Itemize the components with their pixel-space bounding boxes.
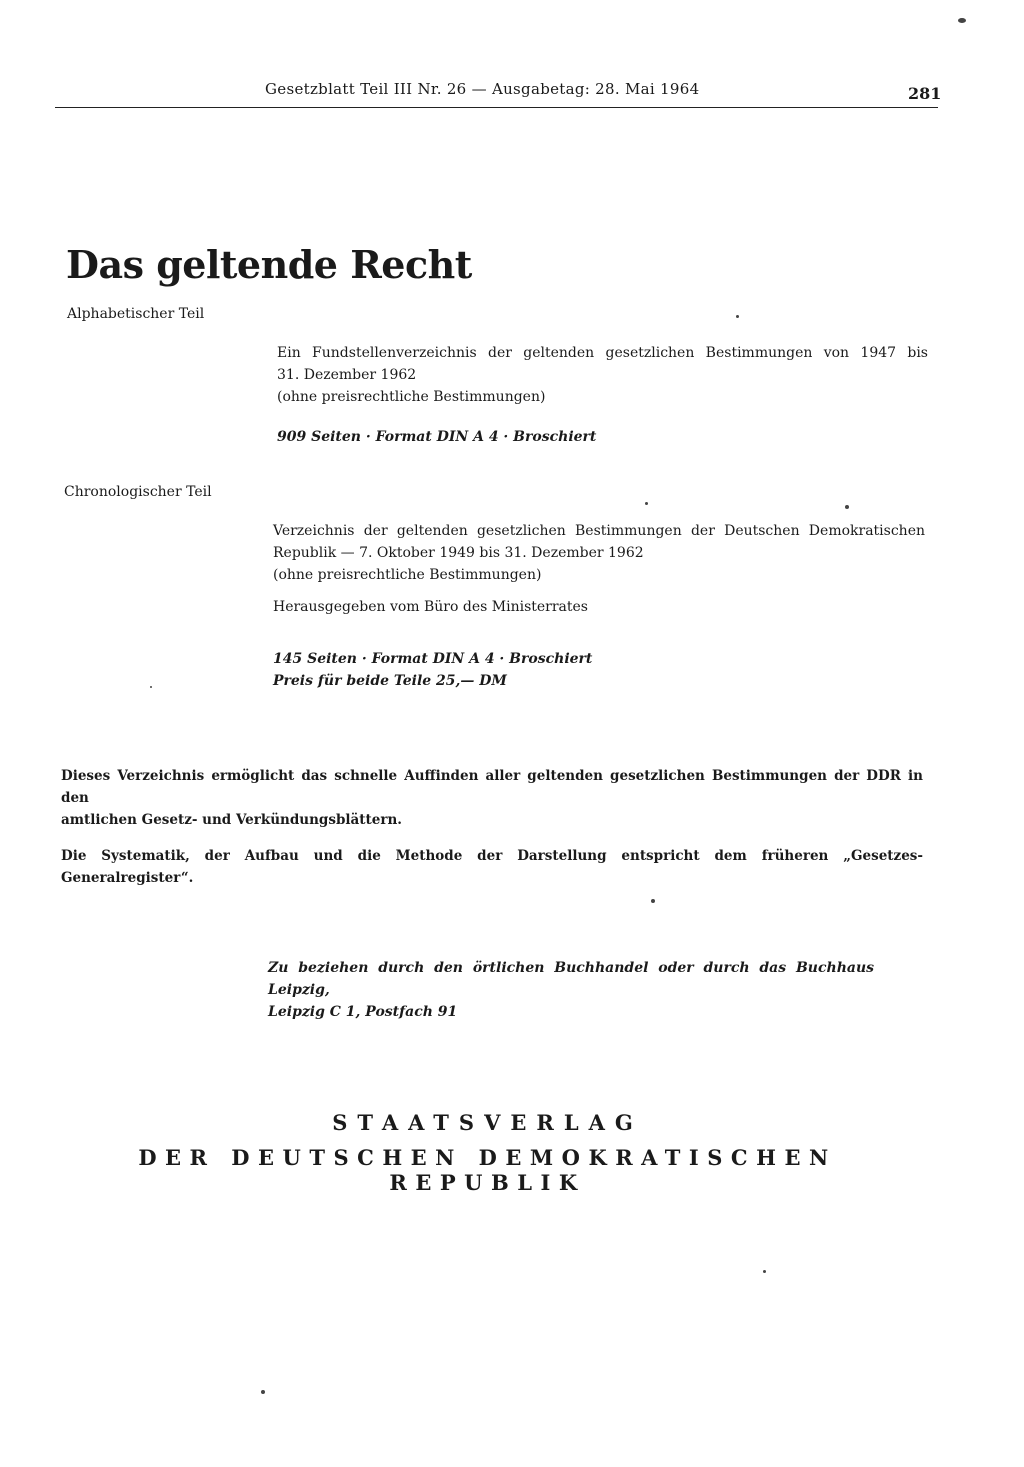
chronological-line-3: (ohne preisrechtliche Bestimmungen) xyxy=(273,567,542,583)
publisher-name-line-2: DER DEUTSCHEN DEMOKRATISCHEN REPUBLIK xyxy=(138,1145,837,1195)
page-title: Das geltende Recht xyxy=(66,242,472,287)
alphabetic-format: 909 Seiten · Format DIN A 4 · Broschiert xyxy=(277,429,597,445)
section-label-alphabetic: Alphabetischer Teil xyxy=(67,306,205,322)
chronological-line-1: Verzeichnis der geltenden gesetzlichen Bestimmungen der Deutschen Demokratischen xyxy=(273,523,925,539)
scan-speck xyxy=(736,315,739,318)
ordering-info xyxy=(268,957,874,1023)
description-line-3: Die Systematik, der Aufbau und die Methode der Darstellung entspricht dem früheren „Gesetzes-Generalregister“. xyxy=(61,848,923,886)
alphabetic-line-3: (ohne preisrechtliche Bestimmungen) xyxy=(277,389,546,405)
publisher-name-line-1: STAATSVERLAG xyxy=(332,1110,643,1135)
description-paragraph xyxy=(61,765,923,889)
chronological-part-description xyxy=(273,520,925,692)
scan-speck xyxy=(645,502,648,505)
header-rule xyxy=(55,107,938,108)
alphabetic-line-2: 31. Dezember 1962 xyxy=(277,367,417,383)
alphabetic-line-1: Ein Fundstellenverzeichnis der geltenden gesetzlichen Bestimmungen von 1947 bis xyxy=(277,345,928,361)
running-header: Gesetzblatt Teil III Nr. 26 — Ausgabetag: 28. Mai 1964 xyxy=(265,80,700,98)
description-line-2: amtlichen Gesetz- und Verkündungsblättern. xyxy=(61,812,402,828)
section-label-chronological: Chronologischer Teil xyxy=(64,484,212,500)
description-line-1: Dieses Verzeichnis ermöglicht das schnelle Auffinden aller geltenden gesetzlichen Bestimmungen der DDR in den xyxy=(61,768,923,806)
chronological-line-2: Republik — 7. Oktober 1949 bis 31. Dezember 1962 xyxy=(273,545,644,561)
ordering-line-1: Zu beziehen durch den örtlichen Buchhandel oder durch das Buchhaus Leipzig, xyxy=(268,960,874,998)
alphabetic-part-description xyxy=(277,342,928,448)
scan-speck xyxy=(261,1390,265,1394)
scan-speck xyxy=(958,18,966,23)
chronological-editor: Herausgegeben vom Büro des Ministerrates xyxy=(273,599,588,615)
page-number: 281 xyxy=(908,84,942,103)
scan-speck xyxy=(150,686,152,688)
scan-speck xyxy=(763,1270,766,1273)
scan-speck xyxy=(845,505,849,509)
price: Preis für beide Teile 25,— DM xyxy=(273,673,507,689)
scan-speck xyxy=(651,899,655,903)
chronological-format: 145 Seiten · Format DIN A 4 · Broschiert xyxy=(273,651,593,667)
ordering-line-2: Leipzig C 1, Postfach 91 xyxy=(268,1004,458,1020)
